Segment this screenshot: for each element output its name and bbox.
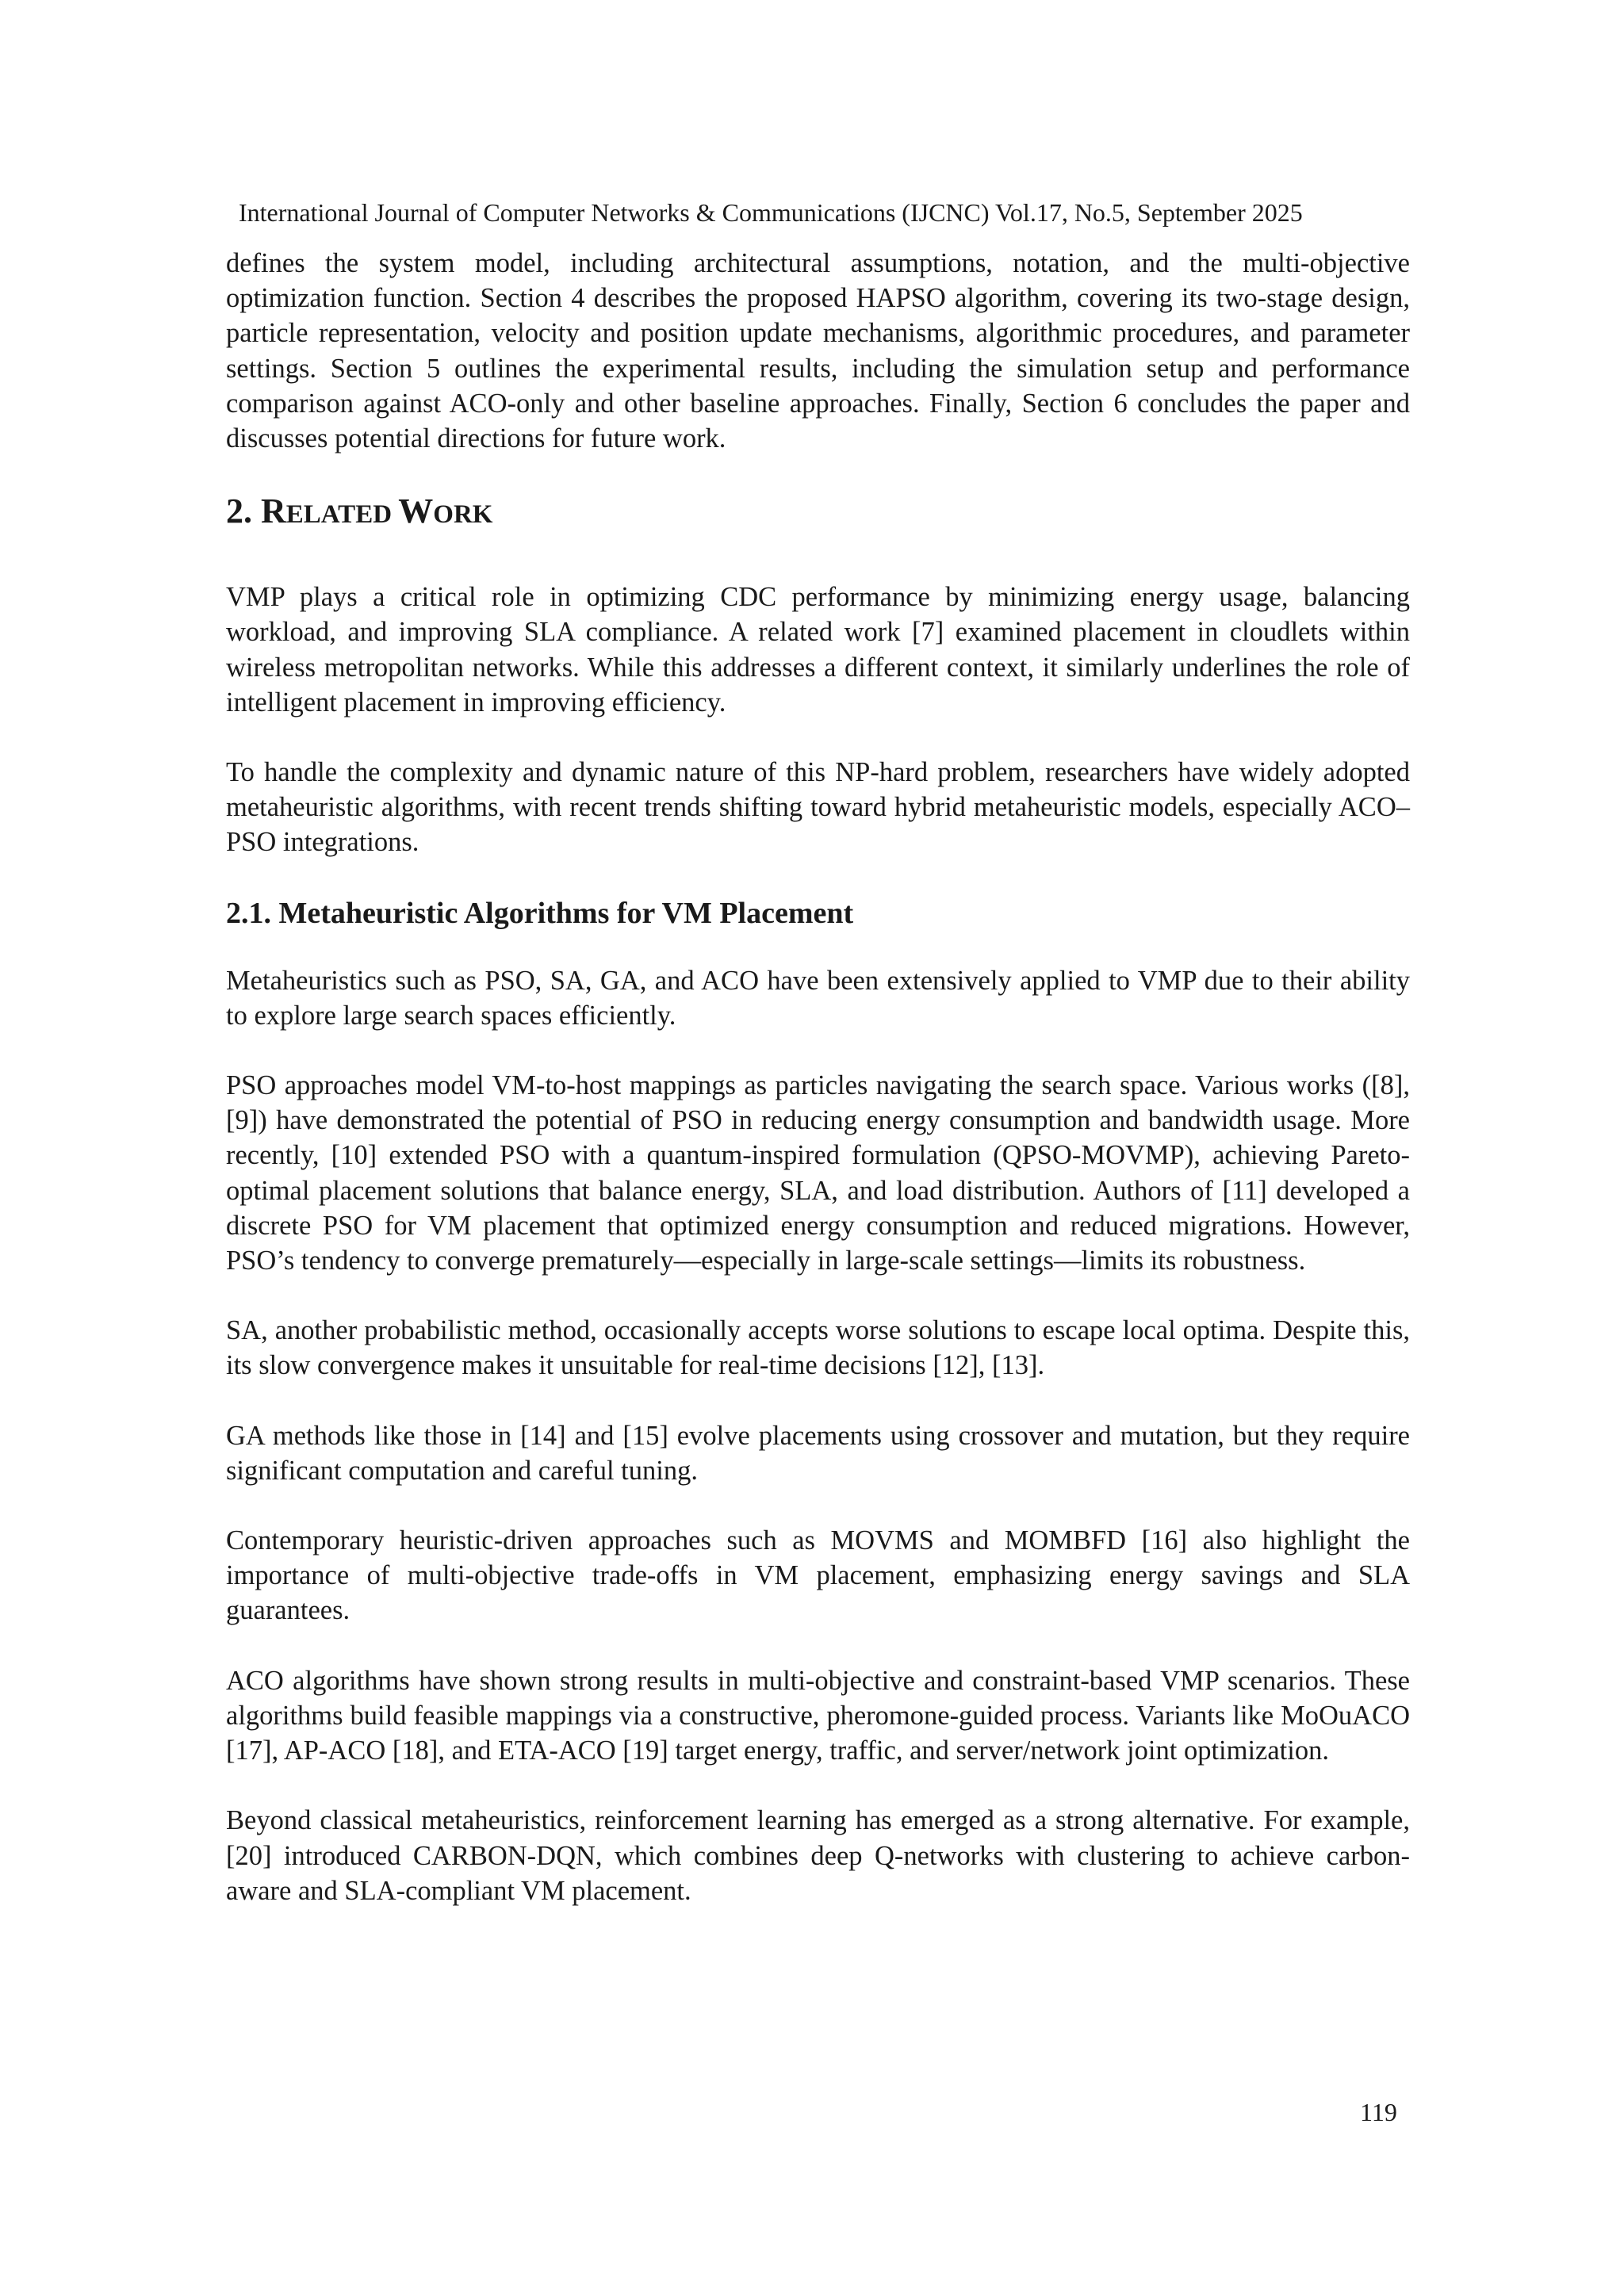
running-header: International Journal of Computer Networks & Communications (IJCNC) Vol.17, No.5, September 2025 xyxy=(239,198,1303,227)
page-number: 119 xyxy=(1360,2098,1397,2126)
body-paragraph: Contemporary heuristic-driven approaches such as MOVMS and MOMBFD [16] also highlight the importance of multi-objective trade-offs in VM placement, emphasizing energy savings and SLA guarantees. xyxy=(226,1525,1410,1626)
title-small-caps: ORK xyxy=(433,500,493,530)
title-small-caps: ELATED xyxy=(285,500,399,530)
subsection-heading-metaheuristics: 2.1. Metaheuristic Algorithms for VM Placement xyxy=(226,896,854,930)
body-paragraph: VMP plays a critical role in optimizing CDC performance by minimizing energy usage, balancing workload, and improving SLA compliance. A related work [7] examined placement in cloudlets within wireless metropolitan networks. While this addresses a different context, it similarly underlines the role of intelligent placement in improving efficiency. xyxy=(226,582,1410,718)
section-number: 2. xyxy=(226,492,261,531)
body-paragraph: ACO algorithms have shown strong results in multi-objective and constraint-based VMP scenarios. These algorithms build feasible mappings via a constructive, pheromone-guided process. Variants like MoOuACO [17], AP-ACO [18], and ETA-ACO [19] target energy, traffic, and server/network joint optimization. xyxy=(226,1665,1410,1766)
title-initial: R xyxy=(261,492,286,531)
section-heading-related-work xyxy=(226,491,1410,535)
body-paragraph: Metaheuristics such as PSO, SA, GA, and ACO have been extensively applied to VMP due to their ability to explore large search spaces efficiently. xyxy=(226,965,1410,1031)
intro-paragraph: defines the system model, including architectural assumptions, notation, and the multi-objective optimization function. Section 4 describes the proposed HAPSO algorithm, covering its two-stage design, particle representation, velocity and position update mechanisms, algorithmic procedures, and parameter settings. Section 5 outlines the experimental results, including the simulation setup and performance comparison against ACO-only and other baseline approaches. Finally, Section 6 concludes the paper and discusses potential directions for future work. xyxy=(226,248,1410,454)
body-paragraph: GA methods like those in [14] and [15] evolve placements using crossover and mutation, but they require significant computation and careful tuning. xyxy=(226,1420,1410,1486)
page-body xyxy=(226,246,1410,1943)
title-initial: W xyxy=(398,492,434,531)
body-paragraph: PSO approaches model VM-to-host mappings as particles navigating the search space. Various works ([8], [9]) have demonstrated the potential of PSO in reducing energy consumption and bandwidth usage. More recently, [10] extended PSO with a quantum-inspired formulation (QPSO-MOVMP), achieving Pareto-optimal placement solutions that balance energy, SLA, and load distribution. Authors of [11] developed a discrete PSO for VM placement that optimized energy consumption and reduced migrations. However, PSO’s tendency to converge prematurely—especially in large-scale settings—limits its robustness. xyxy=(226,1070,1410,1276)
body-paragraph: SA, another probabilistic method, occasionally accepts worse solutions to escape local optima. Despite this, its slow convergence makes it unsuitable for real-time decisions [12], [13]. xyxy=(226,1315,1410,1381)
body-paragraph: Beyond classical metaheuristics, reinforcement learning has emerged as a strong alternative. For example, [20] introduced CARBON-DQN, which combines deep Q-networks with clustering to achieve carbon-aware and SLA-compliant VM placement. xyxy=(226,1805,1410,1906)
body-paragraph: To handle the complexity and dynamic nature of this NP-hard problem, researchers have widely adopted metaheuristic algorithms, with recent trends shifting toward hybrid metaheuristic models, especially ACO–PSO integrations. xyxy=(226,757,1410,858)
